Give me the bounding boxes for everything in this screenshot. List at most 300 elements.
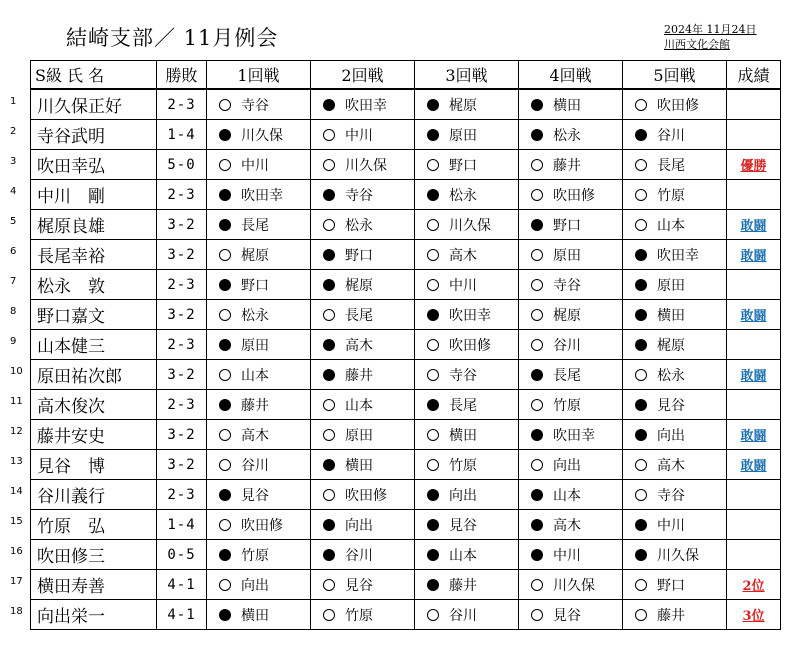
opponent-name: 中川: [345, 127, 373, 144]
round-4-cell: [519, 89, 623, 120]
round-3-cell: [415, 420, 519, 450]
opponent-name: 横田: [553, 97, 581, 114]
opponent-name: 寺谷: [241, 97, 269, 114]
win-circle-icon: [531, 309, 543, 321]
round-5-cell: [623, 510, 727, 540]
opponent-name: 山本: [241, 367, 269, 384]
loss-circle-icon: [323, 459, 335, 471]
result-cell: [727, 300, 781, 330]
round-5-cell: [623, 450, 727, 480]
opponent-name: 中川: [553, 547, 581, 564]
round-2-cell: [311, 180, 415, 210]
table-row: [31, 150, 781, 180]
loss-circle-icon: [635, 279, 647, 291]
round-1-cell: [207, 89, 311, 120]
opponent-name: 川久保: [553, 577, 595, 594]
round-3-cell: [415, 330, 519, 360]
win-loss-record: 3-2: [157, 240, 207, 270]
round-1-cell: [207, 150, 311, 180]
round-1-cell: [207, 540, 311, 570]
opponent-name: 原田: [345, 427, 373, 444]
player-name: 野口嘉文: [31, 300, 157, 330]
round-3-cell: [415, 360, 519, 390]
result-cell: [727, 510, 781, 540]
opponent-name: 見谷: [657, 397, 685, 414]
round-5-cell: [623, 180, 727, 210]
player-name: 竹原 弘: [31, 510, 157, 540]
round-3-cell: [415, 270, 519, 300]
round-1-cell: [207, 480, 311, 510]
table-row: [31, 390, 781, 420]
win-loss-record: 5-0: [157, 150, 207, 180]
player-name: 原田祐次郎: [31, 360, 157, 390]
event-venue: 川西文化会館: [664, 38, 730, 51]
round-4-cell: [519, 540, 623, 570]
win-circle-icon: [531, 249, 543, 261]
win-circle-icon: [635, 189, 647, 201]
round-1-cell: [207, 120, 311, 150]
win-circle-icon: [427, 339, 439, 351]
opponent-name: 吹田幸: [657, 247, 699, 264]
round-2-cell: [311, 540, 415, 570]
round-1-cell: [207, 510, 311, 540]
win-loss-record: 3-2: [157, 360, 207, 390]
row-number: 6: [10, 246, 17, 257]
round-2-cell: [311, 600, 415, 630]
opponent-name: 長尾: [241, 217, 269, 234]
result-cell: [727, 390, 781, 420]
loss-circle-icon: [635, 399, 647, 411]
opponent-name: 見谷: [553, 607, 581, 624]
opponent-name: 梶原: [241, 247, 269, 264]
opponent-name: 藤井: [345, 367, 373, 384]
result-cell: [727, 89, 781, 120]
loss-circle-icon: [427, 99, 439, 111]
loss-circle-icon: [427, 309, 439, 321]
loss-circle-icon: [635, 249, 647, 261]
opponent-name: 高木: [553, 517, 581, 534]
opponent-name: 吹田幸: [449, 307, 491, 324]
round-5-cell: [623, 120, 727, 150]
round-4-cell: [519, 570, 623, 600]
row-number: 11: [10, 396, 23, 407]
player-name: 見谷 博: [31, 450, 157, 480]
opponent-name: 竹原: [345, 607, 373, 624]
opponent-name: 寺谷: [449, 367, 477, 384]
player-name: 高木俊次: [31, 390, 157, 420]
round-3-cell: [415, 89, 519, 120]
win-circle-icon: [323, 609, 335, 621]
round-4-cell: [519, 270, 623, 300]
win-loss-record: 3-2: [157, 210, 207, 240]
row-number: 4: [10, 186, 17, 197]
result-cell: [727, 270, 781, 300]
round-2-cell: [311, 210, 415, 240]
result-badge: 敢闘: [740, 309, 767, 324]
win-circle-icon: [323, 129, 335, 141]
opponent-name: 長尾: [553, 367, 581, 384]
header-name: S級 氏 名: [31, 61, 157, 90]
opponent-name: 高木: [657, 457, 685, 474]
opponent-name: 川久保: [657, 547, 699, 564]
table-row: [31, 120, 781, 150]
opponent-name: 向出: [449, 487, 477, 504]
round-2-cell: [311, 89, 415, 120]
loss-circle-icon: [323, 339, 335, 351]
row-number: 3: [10, 156, 17, 167]
round-2-cell: [311, 360, 415, 390]
win-circle-icon: [427, 609, 439, 621]
round-1-cell: [207, 240, 311, 270]
loss-circle-icon: [219, 129, 231, 141]
opponent-name: 吹田幸: [345, 97, 387, 114]
table-row: [31, 210, 781, 240]
result-badge: 敢闘: [740, 219, 767, 234]
win-circle-icon: [635, 99, 647, 111]
opponent-name: 川久保: [449, 217, 491, 234]
round-4-cell: [519, 450, 623, 480]
round-4-cell: [519, 240, 623, 270]
round-4-cell: [519, 330, 623, 360]
opponent-name: 見谷: [241, 487, 269, 504]
win-circle-icon: [635, 579, 647, 591]
opponent-name: 藤井: [241, 397, 269, 414]
header-round-3: 3回戦: [415, 61, 519, 90]
loss-circle-icon: [323, 279, 335, 291]
result-cell: [727, 210, 781, 240]
round-5-cell: [623, 150, 727, 180]
loss-circle-icon: [323, 189, 335, 201]
win-circle-icon: [323, 489, 335, 501]
player-name: 谷川義行: [31, 480, 157, 510]
round-5-cell: [623, 270, 727, 300]
opponent-name: 原田: [553, 247, 581, 264]
win-loss-record: 3-2: [157, 420, 207, 450]
result-badge: 3位: [742, 609, 765, 624]
win-circle-icon: [531, 399, 543, 411]
loss-circle-icon: [635, 309, 647, 321]
round-5-cell: [623, 360, 727, 390]
win-circle-icon: [635, 219, 647, 231]
row-number-column: [10, 87, 28, 627]
round-4-cell: [519, 360, 623, 390]
opponent-name: 吹田修: [657, 97, 699, 114]
result-cell: [727, 120, 781, 150]
loss-circle-icon: [427, 579, 439, 591]
opponent-name: 竹原: [449, 457, 477, 474]
opponent-name: 藤井: [553, 157, 581, 174]
win-circle-icon: [531, 189, 543, 201]
win-circle-icon: [219, 159, 231, 171]
win-circle-icon: [531, 579, 543, 591]
table-row: [31, 89, 781, 120]
win-circle-icon: [219, 579, 231, 591]
player-name: 中川 剛: [31, 180, 157, 210]
opponent-name: 野口: [241, 277, 269, 294]
opponent-name: 見谷: [345, 577, 373, 594]
opponent-name: 梶原: [449, 97, 477, 114]
round-5-cell: [623, 240, 727, 270]
loss-circle-icon: [531, 99, 543, 111]
round-3-cell: [415, 150, 519, 180]
header-record: 勝敗: [157, 61, 207, 90]
round-4-cell: [519, 120, 623, 150]
opponent-name: 松永: [449, 187, 477, 204]
win-loss-record: 4-1: [157, 600, 207, 630]
round-2-cell: [311, 390, 415, 420]
row-number: 12: [10, 426, 23, 437]
round-1-cell: [207, 450, 311, 480]
opponent-name: 梶原: [345, 277, 373, 294]
result-cell: [727, 150, 781, 180]
player-name: 山本健三: [31, 330, 157, 360]
header-row: [31, 61, 781, 90]
opponent-name: 藤井: [657, 607, 685, 624]
round-4-cell: [519, 180, 623, 210]
header-result: 成績: [727, 61, 781, 90]
opponent-name: 寺谷: [553, 277, 581, 294]
results-table: [30, 60, 781, 630]
win-loss-record: 3-2: [157, 450, 207, 480]
table-row: [31, 360, 781, 390]
loss-circle-icon: [531, 129, 543, 141]
opponent-name: 横田: [241, 607, 269, 624]
win-loss-record: 1-4: [157, 120, 207, 150]
loss-circle-icon: [219, 219, 231, 231]
round-3-cell: [415, 450, 519, 480]
round-3-cell: [415, 480, 519, 510]
table-row: [31, 450, 781, 480]
opponent-name: 松永: [345, 217, 373, 234]
opponent-name: 竹原: [657, 187, 685, 204]
opponent-name: 谷川: [553, 337, 581, 354]
win-loss-record: 2-3: [157, 390, 207, 420]
loss-circle-icon: [635, 429, 647, 441]
result-cell: [727, 420, 781, 450]
page-title: 結崎支部／ 11月例会: [66, 26, 279, 50]
table-row: [31, 180, 781, 210]
opponent-name: 谷川: [241, 457, 269, 474]
round-4-cell: [519, 300, 623, 330]
player-name: 川久保正好: [31, 89, 157, 120]
result-badge: 敢闘: [740, 459, 767, 474]
event-date: 2024年 11月24日: [664, 23, 757, 36]
loss-circle-icon: [635, 339, 647, 351]
opponent-name: 川久保: [241, 127, 283, 144]
round-3-cell: [415, 540, 519, 570]
round-1-cell: [207, 330, 311, 360]
round-1-cell: [207, 360, 311, 390]
opponent-name: 中川: [657, 517, 685, 534]
opponent-name: 野口: [553, 217, 581, 234]
loss-circle-icon: [219, 339, 231, 351]
opponent-name: 野口: [449, 157, 477, 174]
table-row: [31, 300, 781, 330]
player-name: 松永 敦: [31, 270, 157, 300]
loss-circle-icon: [323, 549, 335, 561]
round-3-cell: [415, 180, 519, 210]
win-circle-icon: [427, 249, 439, 261]
round-4-cell: [519, 150, 623, 180]
round-4-cell: [519, 210, 623, 240]
loss-circle-icon: [323, 519, 335, 531]
round-1-cell: [207, 300, 311, 330]
loss-circle-icon: [219, 279, 231, 291]
table-row: [31, 420, 781, 450]
opponent-name: 谷川: [657, 127, 685, 144]
opponent-name: 吹田幸: [553, 427, 595, 444]
opponent-name: 山本: [657, 217, 685, 234]
round-3-cell: [415, 240, 519, 270]
round-2-cell: [311, 480, 415, 510]
opponent-name: 向出: [345, 517, 373, 534]
round-2-cell: [311, 330, 415, 360]
win-circle-icon: [219, 99, 231, 111]
win-loss-record: 0-5: [157, 540, 207, 570]
opponent-name: 川久保: [345, 157, 387, 174]
round-5-cell: [623, 390, 727, 420]
result-cell: [727, 570, 781, 600]
header-round-2: 2回戦: [311, 61, 415, 90]
opponent-name: 梶原: [657, 337, 685, 354]
win-loss-record: 2-3: [157, 270, 207, 300]
row-number: 10: [10, 366, 23, 377]
loss-circle-icon: [531, 549, 543, 561]
win-circle-icon: [427, 369, 439, 381]
win-circle-icon: [635, 159, 647, 171]
result-badge: 2位: [742, 579, 765, 594]
round-5-cell: [623, 540, 727, 570]
win-circle-icon: [219, 309, 231, 321]
row-number: 8: [10, 306, 17, 317]
round-3-cell: [415, 570, 519, 600]
opponent-name: 梶原: [553, 307, 581, 324]
opponent-name: 藤井: [449, 577, 477, 594]
opponent-name: 山本: [345, 397, 373, 414]
opponent-name: 原田: [657, 277, 685, 294]
opponent-name: 高木: [241, 427, 269, 444]
win-circle-icon: [635, 459, 647, 471]
player-name: 吹田幸弘: [31, 150, 157, 180]
header-round-1: 1回戦: [207, 61, 311, 90]
opponent-name: 松永: [657, 367, 685, 384]
row-number: 1: [10, 96, 17, 107]
win-circle-icon: [635, 369, 647, 381]
round-1-cell: [207, 210, 311, 240]
win-loss-record: 4-1: [157, 570, 207, 600]
opponent-name: 吹田幸: [241, 187, 283, 204]
round-3-cell: [415, 120, 519, 150]
loss-circle-icon: [531, 489, 543, 501]
loss-circle-icon: [635, 129, 647, 141]
table-row: [31, 600, 781, 630]
table-row: [31, 510, 781, 540]
opponent-name: 長尾: [345, 307, 373, 324]
header-round-5: 5回戦: [623, 61, 727, 90]
opponent-name: 長尾: [449, 397, 477, 414]
round-3-cell: [415, 600, 519, 630]
opponent-name: 高木: [345, 337, 373, 354]
win-circle-icon: [427, 429, 439, 441]
result-cell: [727, 540, 781, 570]
win-circle-icon: [531, 279, 543, 291]
win-circle-icon: [219, 429, 231, 441]
player-name: 藤井安史: [31, 420, 157, 450]
win-loss-record: 2-3: [157, 480, 207, 510]
row-number: 17: [10, 576, 23, 587]
opponent-name: 山本: [553, 487, 581, 504]
opponent-name: 見谷: [449, 517, 477, 534]
opponent-name: 吹田修: [553, 187, 595, 204]
opponent-name: 竹原: [241, 547, 269, 564]
opponent-name: 中川: [449, 277, 477, 294]
win-circle-icon: [323, 159, 335, 171]
row-number: 2: [10, 126, 17, 137]
loss-circle-icon: [635, 549, 647, 561]
round-5-cell: [623, 300, 727, 330]
player-name: 吹田修三: [31, 540, 157, 570]
opponent-name: 吹田修: [241, 517, 283, 534]
loss-circle-icon: [531, 369, 543, 381]
result-cell: [727, 330, 781, 360]
round-1-cell: [207, 390, 311, 420]
opponent-name: 吹田修: [449, 337, 491, 354]
loss-circle-icon: [427, 129, 439, 141]
win-circle-icon: [531, 459, 543, 471]
row-number: 15: [10, 516, 23, 527]
opponent-name: 横田: [345, 457, 373, 474]
opponent-name: 中川: [241, 157, 269, 174]
opponent-name: 松永: [241, 307, 269, 324]
round-4-cell: [519, 480, 623, 510]
result-cell: [727, 450, 781, 480]
round-2-cell: [311, 240, 415, 270]
win-circle-icon: [219, 369, 231, 381]
player-name: 寺谷武明: [31, 120, 157, 150]
win-loss-record: 1-4: [157, 510, 207, 540]
result-cell: [727, 180, 781, 210]
win-circle-icon: [635, 489, 647, 501]
row-number: 13: [10, 456, 23, 467]
opponent-name: 山本: [449, 547, 477, 564]
round-5-cell: [623, 420, 727, 450]
round-1-cell: [207, 180, 311, 210]
result-cell: [727, 600, 781, 630]
round-4-cell: [519, 420, 623, 450]
loss-circle-icon: [531, 519, 543, 531]
player-name: 長尾幸裕: [31, 240, 157, 270]
result-badge: 優勝: [740, 159, 767, 174]
loss-circle-icon: [427, 549, 439, 561]
result-badge: 敢闘: [740, 429, 767, 444]
table-row: [31, 270, 781, 300]
round-2-cell: [311, 570, 415, 600]
win-circle-icon: [531, 159, 543, 171]
player-name: 向出栄一: [31, 600, 157, 630]
win-circle-icon: [323, 429, 335, 441]
opponent-name: 谷川: [345, 547, 373, 564]
table-row: [31, 570, 781, 600]
round-5-cell: [623, 480, 727, 510]
round-1-cell: [207, 570, 311, 600]
loss-circle-icon: [219, 489, 231, 501]
win-circle-icon: [427, 159, 439, 171]
header-round-4: 4回戦: [519, 61, 623, 90]
opponent-name: 横田: [657, 307, 685, 324]
opponent-name: 向出: [241, 577, 269, 594]
round-4-cell: [519, 390, 623, 420]
player-name: 横田寿善: [31, 570, 157, 600]
